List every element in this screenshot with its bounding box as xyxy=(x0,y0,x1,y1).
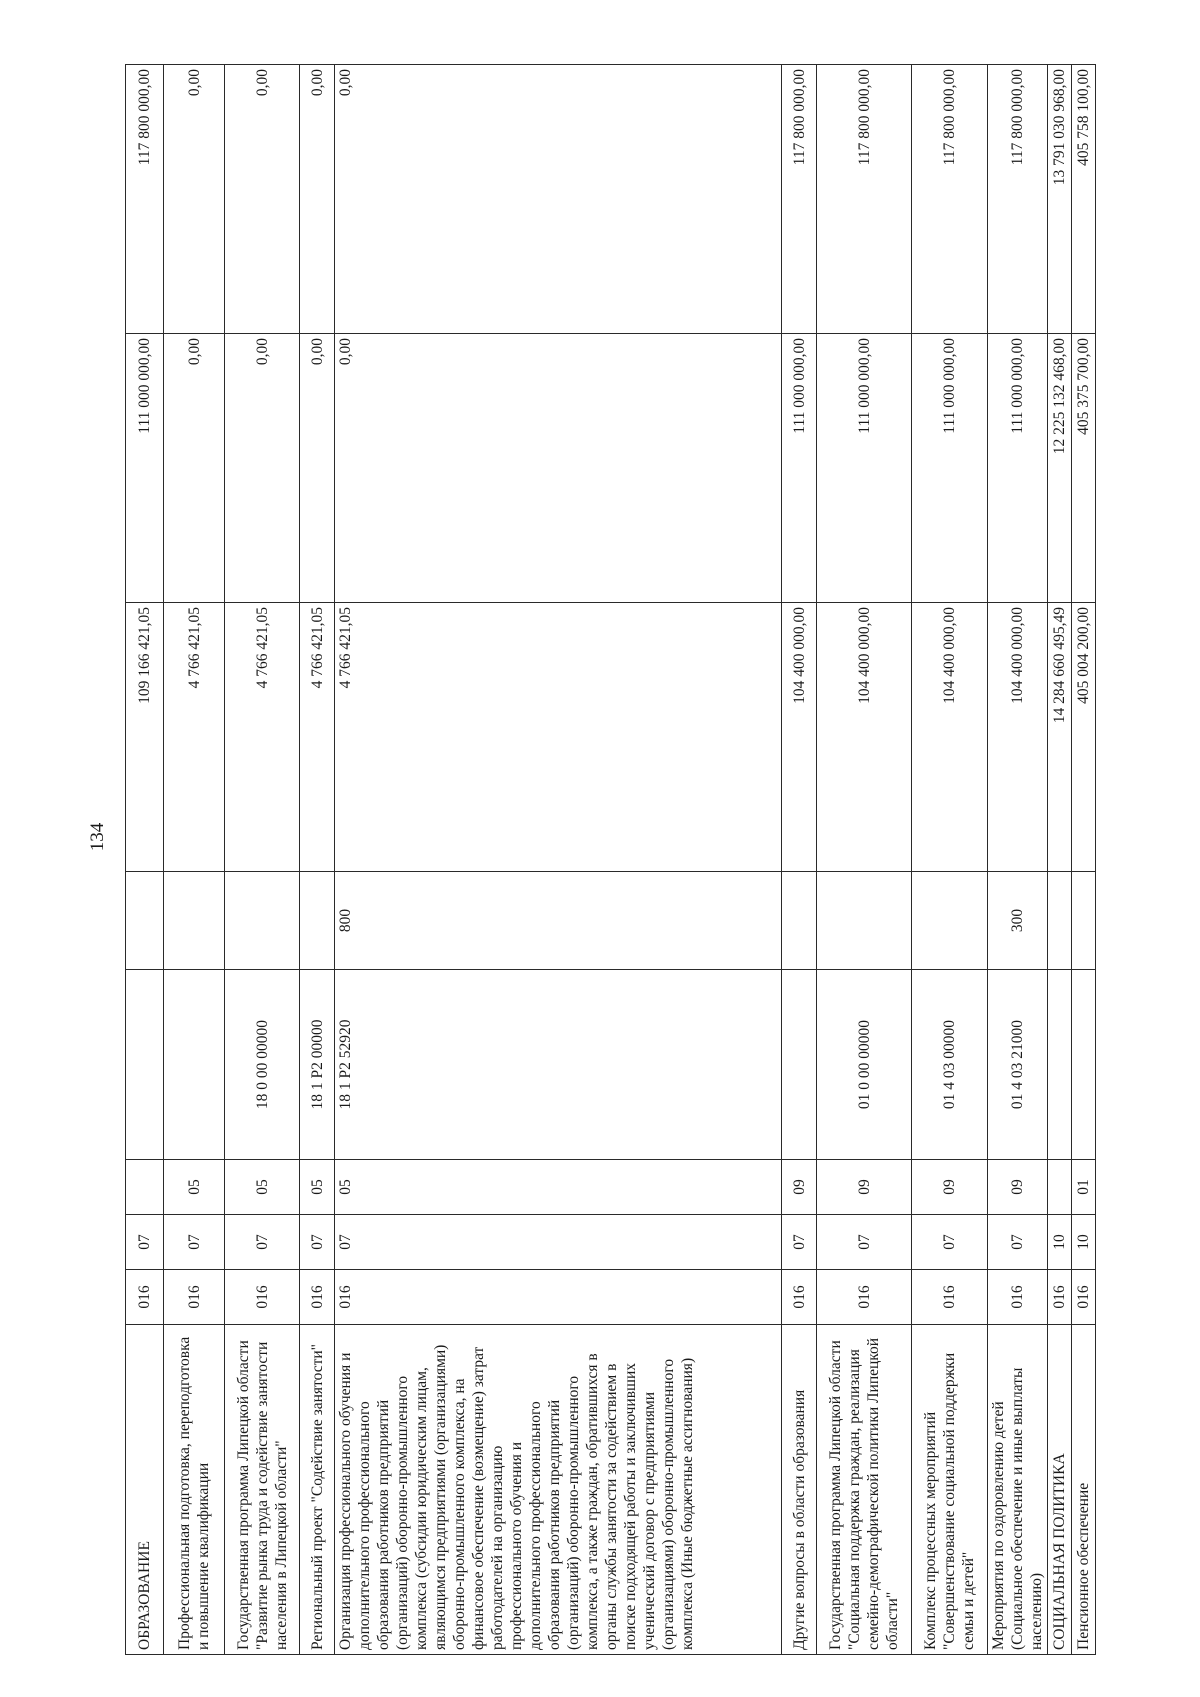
cell-year2: 111 000 000,00 xyxy=(782,334,817,603)
table-row xyxy=(817,65,912,1655)
cell-year3: 13 791 030 968,00 xyxy=(1048,65,1072,334)
cell-target xyxy=(1072,970,1096,1160)
cell-section: 07 xyxy=(225,1215,300,1270)
cell-section: 07 xyxy=(988,1215,1048,1270)
cell-subsection: 09 xyxy=(782,1160,817,1215)
table-row xyxy=(782,65,817,1655)
cell-expense-type xyxy=(782,872,817,970)
cell-year2: 111 000 000,00 xyxy=(988,334,1048,603)
cell-target: 01 4 03 00000 xyxy=(912,970,988,1160)
budget-table-rotated xyxy=(125,65,1096,1655)
cell-year3: 117 800 000,00 xyxy=(988,65,1048,334)
cell-year3: 0,00 xyxy=(225,65,300,334)
cell-year2: 0,00 xyxy=(225,334,300,603)
cell-year1: 104 400 000,00 xyxy=(782,603,817,872)
cell-year1: 4 766 421,05 xyxy=(300,603,335,872)
cell-year2: 405 375 700,00 xyxy=(1072,334,1096,603)
cell-subsection xyxy=(126,1160,164,1215)
cell-name: Мероприятия по оздоровлению детей (Социальное обеспечение и иные выплаты населению) xyxy=(988,1325,1048,1655)
cell-section: 07 xyxy=(817,1215,912,1270)
cell-expense-type xyxy=(817,872,912,970)
cell-year1: 4 766 421,05 xyxy=(335,603,782,872)
cell-expense-type xyxy=(126,872,164,970)
cell-section: 07 xyxy=(164,1215,225,1270)
cell-year3: 405 758 100,00 xyxy=(1072,65,1096,334)
cell-expense-type xyxy=(1072,872,1096,970)
cell-section: 10 xyxy=(1048,1215,1072,1270)
cell-year1: 4 766 421,05 xyxy=(164,603,225,872)
cell-target xyxy=(164,970,225,1160)
cell-gov: 016 xyxy=(1072,1270,1096,1325)
cell-gov: 016 xyxy=(912,1270,988,1325)
cell-year3: 0,00 xyxy=(164,65,225,334)
cell-name: Организация профессионального обучения и дополнительного профессионального образования работников предприятий (организаций) оборонно-промышленного комплекса (субсидии юридическим лицам, являющимся предприятиями (организациями) оборонно-промышленного комплекса, на финансовое обеспечение (возмещение) затрат работодателей на организацию профессионального обучения и дополнительного профессионального образования работников предприятий (организаций) оборонно-промышленного комплекса, а также граждан, обратившихся в органы службы занятости за содействием в поиске подходящей работы и заключивших ученический договор с предприятиями (организациями) оборонно-промышленного комплекса (Иные бюджетные ассигнования) xyxy=(335,1325,782,1655)
cell-expense-type: 300 xyxy=(988,872,1048,970)
table-row xyxy=(335,65,782,1655)
cell-gov: 016 xyxy=(1048,1270,1072,1325)
cell-gov: 016 xyxy=(300,1270,335,1325)
cell-subsection: 09 xyxy=(988,1160,1048,1215)
cell-year1: 109 166 421,05 xyxy=(126,603,164,872)
cell-year2: 0,00 xyxy=(335,334,782,603)
cell-name: Комплекс процессных мероприятий "Совершенствование социальной поддержки семьи и детей" xyxy=(912,1325,988,1655)
cell-year3: 117 800 000,00 xyxy=(126,65,164,334)
cell-gov: 016 xyxy=(335,1270,782,1325)
cell-year2: 0,00 xyxy=(164,334,225,603)
cell-gov: 016 xyxy=(988,1270,1048,1325)
cell-section: 07 xyxy=(300,1215,335,1270)
cell-year1: 4 766 421,05 xyxy=(225,603,300,872)
cell-year1: 405 004 200,00 xyxy=(1072,603,1096,872)
cell-target xyxy=(126,970,164,1160)
cell-year1: 104 400 000,00 xyxy=(912,603,988,872)
cell-name: Региональный проект "Содействие занятости" xyxy=(300,1325,335,1655)
cell-year2: 111 000 000,00 xyxy=(817,334,912,603)
cell-target: 01 4 03 21000 xyxy=(988,970,1048,1160)
cell-year3: 117 800 000,00 xyxy=(782,65,817,334)
cell-year3: 0,00 xyxy=(335,65,782,334)
cell-name: Пенсионное обеспечение xyxy=(1072,1325,1096,1655)
cell-year2: 111 000 000,00 xyxy=(912,334,988,603)
cell-name: ОБРАЗОВАНИЕ xyxy=(126,1325,164,1655)
cell-gov: 016 xyxy=(164,1270,225,1325)
cell-section: 07 xyxy=(126,1215,164,1270)
cell-year1: 104 400 000,00 xyxy=(817,603,912,872)
cell-expense-type xyxy=(300,872,335,970)
table-row xyxy=(300,65,335,1655)
cell-subsection: 05 xyxy=(300,1160,335,1215)
cell-year2: 0,00 xyxy=(300,334,335,603)
budget-table xyxy=(125,64,1096,1655)
cell-year3: 117 800 000,00 xyxy=(912,65,988,334)
table-row xyxy=(988,65,1048,1655)
cell-section: 07 xyxy=(335,1215,782,1270)
cell-gov: 016 xyxy=(126,1270,164,1325)
cell-gov: 016 xyxy=(782,1270,817,1325)
cell-subsection: 09 xyxy=(912,1160,988,1215)
cell-target: 18 1 P2 52920 xyxy=(335,970,782,1160)
cell-expense-type xyxy=(225,872,300,970)
cell-subsection xyxy=(1048,1160,1072,1215)
cell-target xyxy=(782,970,817,1160)
cell-subsection: 05 xyxy=(164,1160,225,1215)
table-row xyxy=(225,65,300,1655)
cell-target: 18 0 00 00000 xyxy=(225,970,300,1160)
table-row xyxy=(1072,65,1096,1655)
cell-year1: 104 400 000,00 xyxy=(988,603,1048,872)
cell-expense-type: 800 xyxy=(335,872,782,970)
cell-section: 10 xyxy=(1072,1215,1096,1270)
cell-subsection: 01 xyxy=(1072,1160,1096,1215)
table-row xyxy=(1048,65,1072,1655)
cell-target: 01 0 00 00000 xyxy=(817,970,912,1160)
page-number: 134 xyxy=(87,822,108,852)
cell-year3: 117 800 000,00 xyxy=(817,65,912,334)
cell-section: 07 xyxy=(912,1215,988,1270)
cell-name: Государственная программа Липецкой области "Социальная поддержка граждан, реализация семейно-демографической политики Липецкой области" xyxy=(817,1325,912,1655)
table-row xyxy=(164,65,225,1655)
table-row xyxy=(126,65,164,1655)
cell-year1: 14 284 660 495,49 xyxy=(1048,603,1072,872)
cell-name: Профессиональная подготовка, переподготовка и повышение квалификации xyxy=(164,1325,225,1655)
cell-expense-type xyxy=(164,872,225,970)
cell-target xyxy=(1048,970,1072,1160)
cell-year2: 111 000 000,00 xyxy=(126,334,164,603)
cell-subsection: 05 xyxy=(225,1160,300,1215)
cell-target: 18 1 P2 00000 xyxy=(300,970,335,1160)
cell-gov: 016 xyxy=(817,1270,912,1325)
cell-subsection: 05 xyxy=(335,1160,782,1215)
cell-name: СОЦИАЛЬНАЯ ПОЛИТИКА xyxy=(1048,1325,1072,1655)
cell-expense-type xyxy=(1048,872,1072,970)
cell-year2: 12 225 132 468,00 xyxy=(1048,334,1072,603)
cell-name: Другие вопросы в области образования xyxy=(782,1325,817,1655)
cell-gov: 016 xyxy=(225,1270,300,1325)
cell-section: 07 xyxy=(782,1215,817,1270)
cell-expense-type xyxy=(912,872,988,970)
table-row xyxy=(912,65,988,1655)
cell-year3: 0,00 xyxy=(300,65,335,334)
cell-name: Государственная программа Липецкой области "Развитие рынка труда и содействие занятости населения в Липецкой области" xyxy=(225,1325,300,1655)
cell-subsection: 09 xyxy=(817,1160,912,1215)
